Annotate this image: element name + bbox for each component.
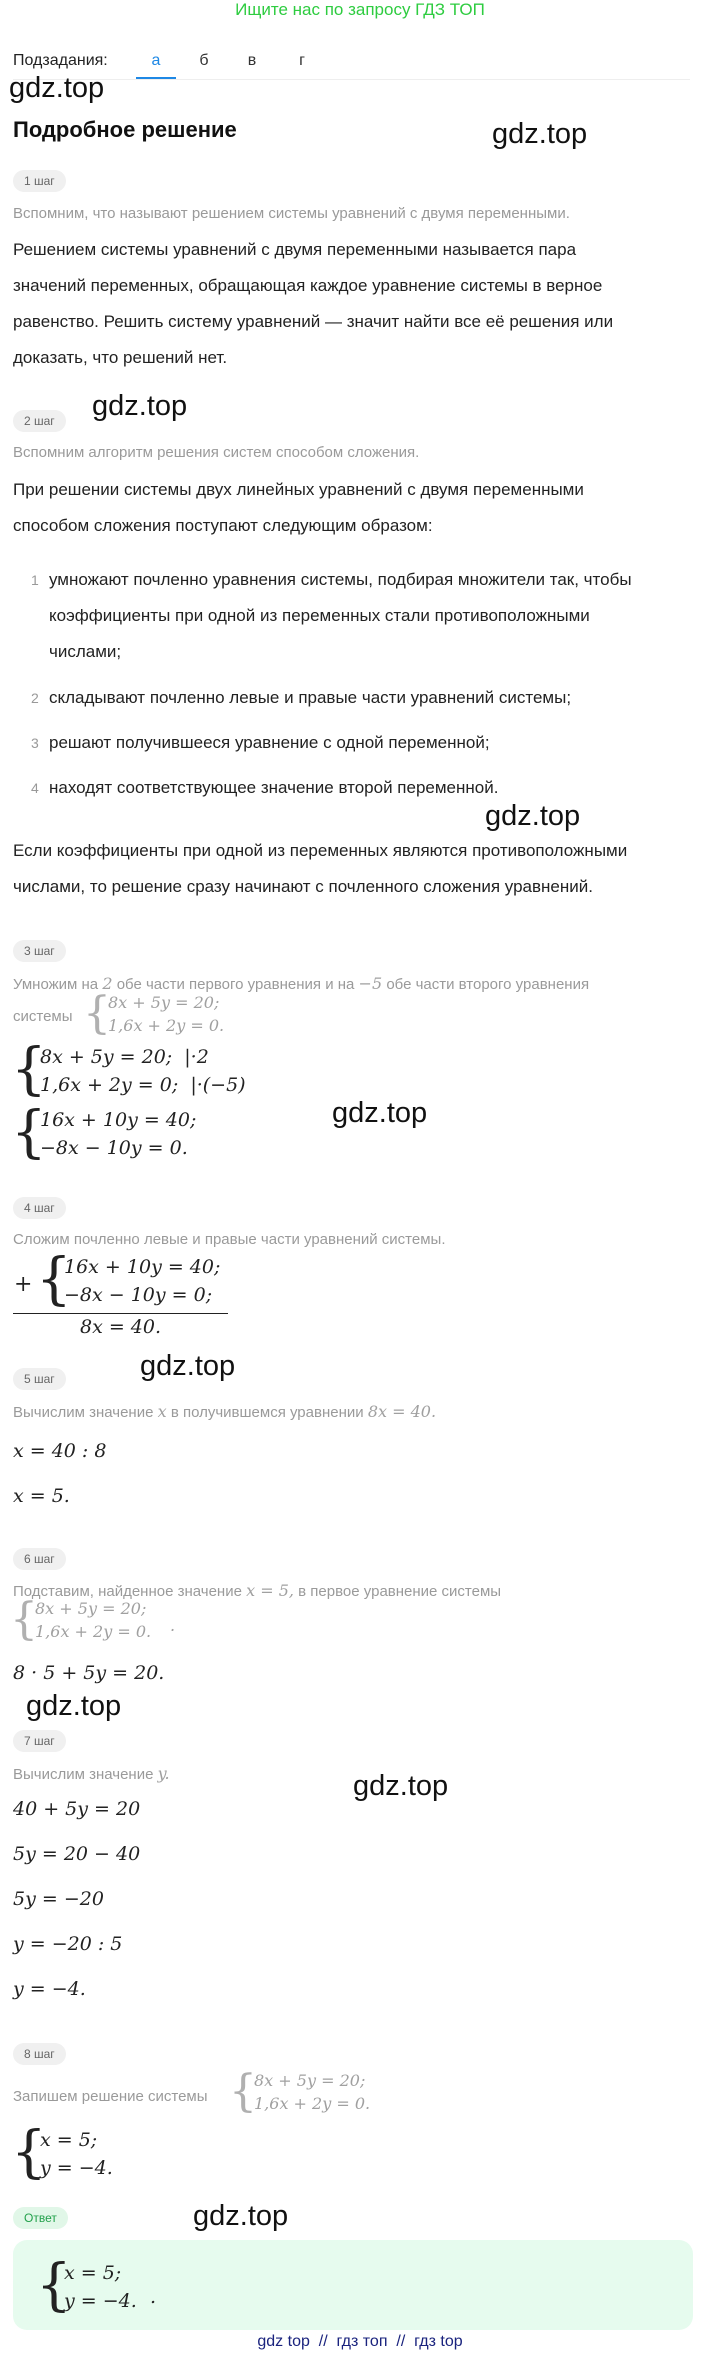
text-line: Если коэффициенты при одной из переменных являются противоположными [13, 841, 628, 860]
step-badge: 2 шаг [13, 410, 66, 432]
system-equation: 16x + 10y = 40; [40, 1109, 197, 1131]
text-line: складывают почленно левые и правые части уравнений системы; [49, 688, 572, 707]
equation-line: 40 + 5y = 20 [13, 1798, 141, 1820]
list-item [49, 725, 699, 761]
system-equation: −8x − 10y = 0. [40, 1137, 188, 1159]
system-brace: { [10, 1594, 38, 1645]
system-brace: { [229, 2066, 257, 2117]
answer-box [13, 2240, 693, 2330]
system-brace: { [11, 1100, 47, 1165]
hint-text: в получившемся уравнении [170, 1404, 364, 1421]
sum-line [13, 1313, 228, 1314]
step-badge: 7 шаг [13, 1730, 66, 1752]
equation-line: 8 · 5 + 5y = 20. [13, 1662, 165, 1684]
watermark: gdz.top [485, 800, 581, 832]
text-line: При решении системы двух линейных уравнений с двумя переменными [13, 480, 584, 499]
text-line: Решением системы уравнений с двумя переменными называется пара [13, 240, 577, 259]
step-badge: 8 шаг [13, 2043, 66, 2065]
system-equation: 1,6x + 2y = 0. [254, 2094, 371, 2113]
equation-line: y = −4. [13, 1978, 86, 2000]
watermark: gdz.top [92, 390, 188, 422]
text-line: коэффициенты при одной из переменных стали противоположными [49, 606, 590, 625]
system-brace: { [11, 2120, 47, 2185]
step-hint: Вспомним, что называют решением системы уравнений с двумя переменными. [13, 205, 570, 222]
footer-links[interactable]: gdz top // гдз топ // гдз top [257, 2333, 463, 2350]
step-badge: 5 шаг [13, 1368, 66, 1390]
hint-math: 2 [102, 974, 113, 993]
step-badge: 4 шаг [13, 1197, 66, 1219]
step-hint [13, 1581, 501, 1600]
step-text [13, 472, 693, 544]
list-item [49, 562, 699, 670]
text-line: способом сложения поступают следующим образом: [13, 516, 433, 535]
system-equation: 8x + 5y = 20; [35, 1599, 147, 1618]
text-line: решают получившееся уравнение с одной переменной; [49, 733, 490, 752]
trailing-dot: . [170, 1616, 176, 1635]
text-line: значений переменных, обращающая каждое уравнение системы в верное [13, 276, 603, 295]
system-brace: { [36, 2253, 72, 2318]
hint-text: Вычислим значение [13, 1766, 154, 1783]
step-hint [13, 1402, 436, 1421]
system-equation: 1,6x + 2y = 0. [35, 1622, 152, 1641]
tab-b[interactable]: б [199, 52, 209, 69]
tab-g[interactable]: г [299, 52, 305, 69]
system-equation: y = −4. [40, 2157, 113, 2179]
text-line: числами, то решение сразу начинают с почленного сложения уравнений. [13, 877, 593, 896]
answer-badge: Ответ [13, 2207, 68, 2229]
hint-math: −5 [358, 974, 383, 993]
step-hint: системы [13, 1008, 73, 1025]
system-equation: y = −4. [64, 2290, 137, 2312]
system-equation: 8x + 5y = 20; [254, 2071, 366, 2090]
system-equation: −8x − 10y = 0; [64, 1284, 213, 1306]
step-badge: 1 шаг [13, 170, 66, 192]
text-line: числами; [49, 642, 122, 661]
step-text [13, 232, 693, 376]
list-number: 1 [31, 572, 39, 588]
hint-text: Умножим на [13, 976, 99, 993]
system-equation: x = 5; [64, 2262, 122, 2284]
step-hint: Вспомним алгоритм решения систем способом сложения. [13, 444, 420, 461]
system-equation: 1,6x + 2y = 0. [108, 1016, 225, 1035]
watermark: gdz.top [9, 72, 105, 104]
system-equation: 8x + 5y = 20; |·2 [40, 1046, 209, 1068]
hint-math: y. [157, 1764, 170, 1783]
text-line: находят соответствующее значение второй переменной. [49, 778, 499, 797]
hint-text: Подставим, найденное значение [13, 1583, 242, 1600]
watermark: gdz.top [353, 1770, 449, 1802]
list-number: 4 [31, 780, 39, 796]
hint-math: 8x = 40. [367, 1402, 437, 1421]
list-item [49, 770, 699, 806]
page-title: Подробное решение [13, 117, 237, 142]
hint-text: обе части второго уравнения [386, 976, 590, 993]
hint-text: Вычислим значение [13, 1404, 154, 1421]
sum-result: 8x = 40. [80, 1316, 162, 1338]
watermark: gdz.top [492, 118, 588, 150]
system-brace: { [36, 1247, 72, 1312]
hint-math: x [157, 1402, 167, 1421]
watermark: gdz.top [140, 1350, 236, 1382]
tab-v[interactable]: в [247, 52, 257, 69]
equation-line: 5y = −20 [13, 1888, 104, 1910]
step-hint [13, 1764, 170, 1783]
tab-a[interactable]: а [151, 52, 161, 69]
system-equation: 8x + 5y = 20; [108, 993, 220, 1012]
system-equation: 16x + 10y = 40; [64, 1256, 221, 1278]
text-line: умножают почленно уравнения системы, подбирая множители так, чтобы [49, 570, 632, 589]
equation-line: x = 5. [13, 1485, 70, 1507]
system-equation: 1,6x + 2y = 0; |·(−5) [40, 1074, 246, 1096]
equation-line: 5y = 20 − 40 [13, 1843, 141, 1865]
search-banner[interactable]: Ищите нас по запросу ГДЗ ТОП [235, 0, 485, 19]
hint-text: в первое уравнение системы [298, 1583, 502, 1600]
tabs-divider [13, 79, 690, 80]
watermark: gdz.top [26, 1690, 122, 1722]
watermark: gdz.top [193, 2200, 289, 2232]
step-text [13, 833, 693, 905]
equation-line: x = 40 : 8 [13, 1440, 107, 1462]
list-item [49, 680, 699, 716]
hint-math: x = 5, [246, 1581, 294, 1600]
watermark: gdz.top [332, 1097, 428, 1129]
plus-sign: + [14, 1272, 33, 1297]
system-equation: x = 5; [40, 2129, 98, 2151]
list-number: 3 [31, 735, 39, 751]
step-hint: Запишем решение системы [13, 2088, 208, 2105]
trailing-dot: . [150, 2286, 157, 2308]
step-hint: Сложим почленно левые и правые части уравнений системы. [13, 1231, 446, 1248]
list-number: 2 [31, 690, 39, 706]
system-brace: { [11, 1037, 47, 1102]
system-brace: { [83, 988, 111, 1039]
equation-line: y = −20 : 5 [13, 1933, 123, 1955]
hint-text: обе части первого уравнения и на [116, 976, 355, 993]
text-line: доказать, что решений нет. [13, 348, 228, 367]
step-badge: 6 шаг [13, 1548, 66, 1570]
step-badge: 3 шаг [13, 940, 66, 962]
text-line: равенство. Решить систему уравнений — значит найти все её решения или [13, 312, 614, 331]
subtasks-label: Подзадания: [13, 52, 108, 69]
